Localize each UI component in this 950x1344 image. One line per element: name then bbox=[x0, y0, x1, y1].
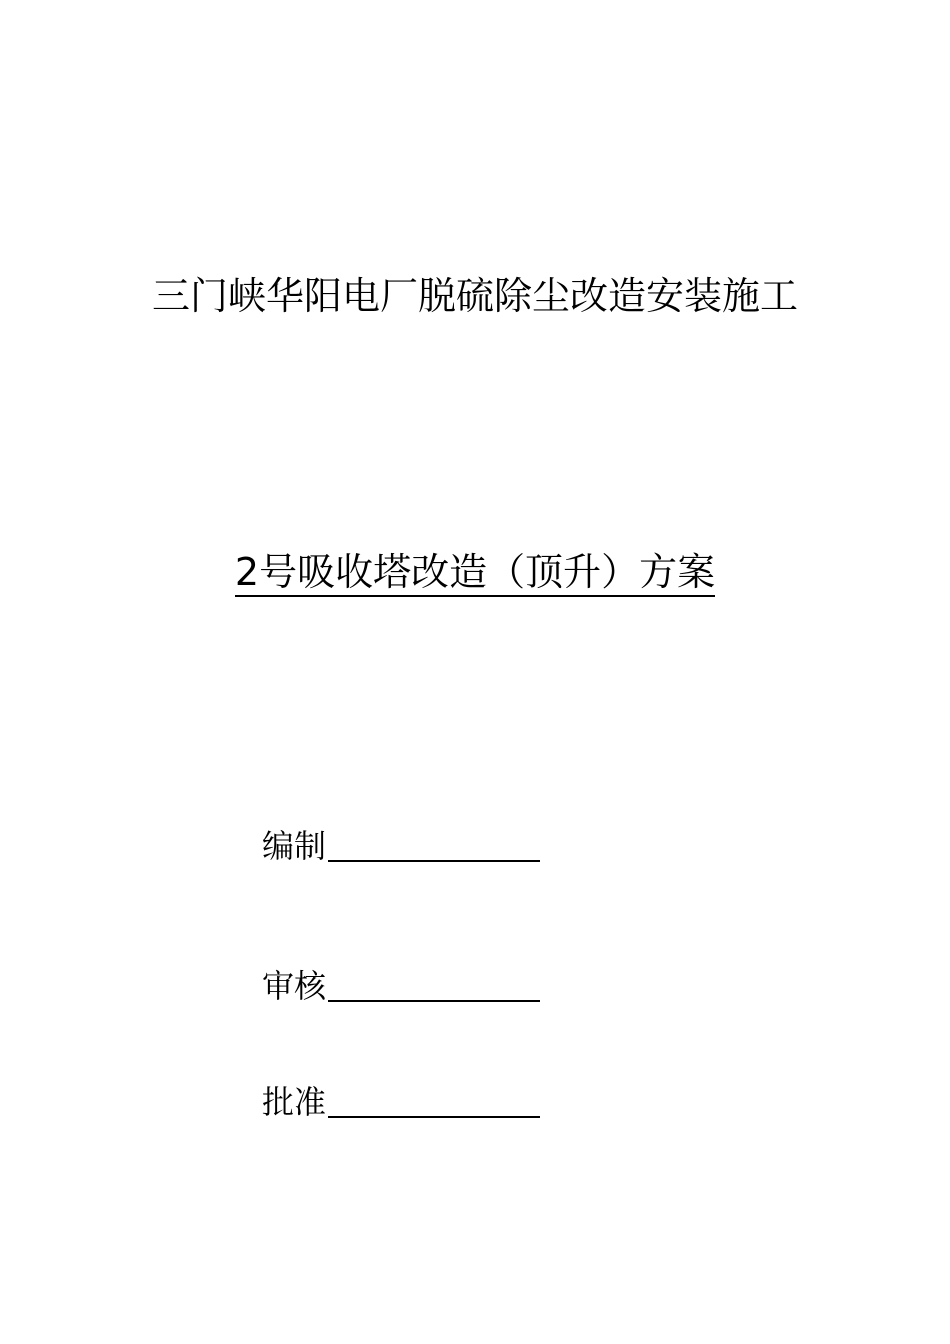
signature-row-review bbox=[262, 962, 540, 1006]
page-title: 三门峡华阳电厂脱硫除尘改造安装施工 bbox=[151, 274, 798, 318]
signature-row-compiled bbox=[262, 822, 540, 866]
signature-line-approve bbox=[328, 1116, 540, 1118]
signature-row-approve bbox=[262, 1078, 540, 1122]
document-subtitle bbox=[0, 544, 950, 600]
signature-label-review: 审核 bbox=[262, 967, 327, 1005]
signature-line-compiled bbox=[328, 860, 540, 862]
signature-line-review bbox=[328, 1000, 540, 1002]
subtitle-text: 2号吸收塔改造（顶升）方案 bbox=[234, 550, 716, 594]
signature-label-approve: 批准 bbox=[262, 1083, 327, 1121]
signature-label-compiled: 编制 bbox=[262, 827, 327, 865]
